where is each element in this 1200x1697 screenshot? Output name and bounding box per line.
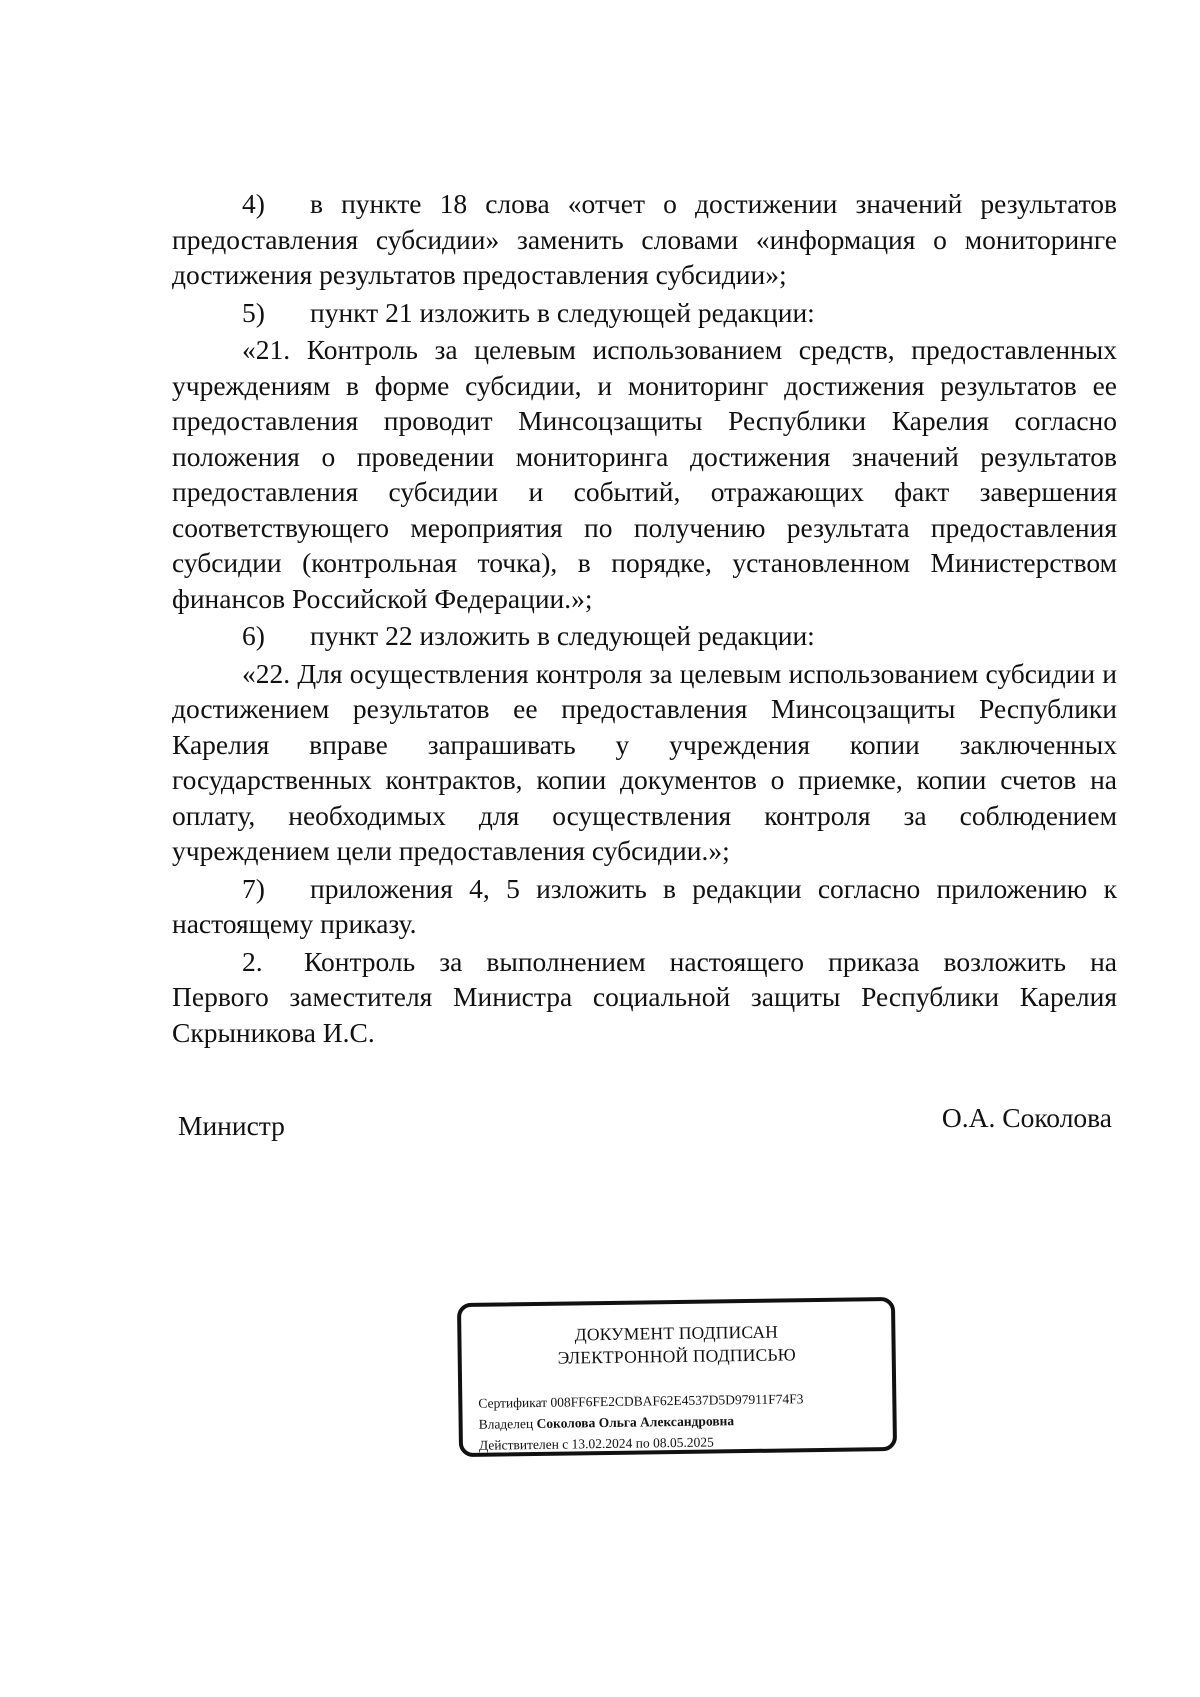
owner-label: Владелец	[478, 1416, 534, 1432]
item-number: 4)	[242, 188, 265, 219]
clause-21-text	[172, 332, 1117, 616]
certificate-value: 008FF6FE2CDBAF62E4537D5D97911F74F3	[550, 1391, 804, 1410]
item-text: «21. Контроль за целевым использованием средств, предоставленных учреждениям в форме субсидии, и мониторинг достижения результатов ее предоставления проводит Минсоцзащиты Республики Карелия согласно положения о проведении мониторинга достижения значений результатов предоставления субсидии и событий, отражающих факт завершения соответствующего мероприятия по получению результата предоставления субсидии (контрольная точка), в порядке, установленном Министерством финансов Российской Федерации.»;	[172, 334, 1117, 614]
item-text: «22. Для осуществления контроля за целевым использованием субсидии и достижением результатов ее предоставления Минсоцзащиты Республики Карелия вправе запрашивать у учреждения копии заключенных государственных контрактов, копии документов о приемке, копии счетов на оплату, необходимых для осуществления контроля за соблюдением учреждением цели предоставления субсидии.»;	[172, 657, 1117, 866]
signatory-position: Министр	[178, 1110, 285, 1141]
list-item-5	[172, 295, 1117, 331]
certificate-label: Сертификат	[478, 1394, 548, 1411]
item-number: 5)	[242, 296, 265, 328]
valid-to-label: по	[635, 1435, 650, 1451]
stamp-title-line-1: ДОКУМЕНТ ПОДПИСАН	[574, 1321, 779, 1345]
owner-value: Соколова Ольга Александровна	[536, 1413, 735, 1431]
item-number: 2.	[242, 945, 263, 977]
list-item-6	[172, 618, 1117, 654]
list-item-7	[172, 871, 1117, 942]
list-item-4	[172, 186, 1117, 293]
stamp-validity-line	[479, 1430, 804, 1456]
stamp-title	[461, 1319, 892, 1371]
item-text: пункт 22 изложить в следующей редакции:	[310, 620, 815, 651]
item-text: пункт 21 изложить в следующей редакции:	[310, 296, 815, 328]
item-number: 7)	[242, 872, 265, 904]
item-text: в пункте 18 слова «отчет о достижении значений результатов предоставления субсидии» заменить словами «информация о мониторинге достижения результатов предоставления субсидии»;	[172, 188, 1117, 290]
valid-label: Действителен с	[478, 1436, 569, 1453]
stamp-details	[478, 1388, 804, 1456]
signatory-name: О.А. Соколова	[941, 1102, 1112, 1133]
item-text: Контроль за выполнением настоящего приказа возложить на Первого заместителя Министра социальной защиты Республики Карелия Скрыникова И.С.	[172, 945, 1117, 1048]
electronic-signature-stamp	[457, 1297, 897, 1457]
item-text: приложения 4, 5 изложить в редакции согласно приложению к настоящему приказу.	[172, 872, 1117, 939]
valid-to: 08.05.2025	[652, 1434, 714, 1451]
signature-block	[178, 1102, 1112, 1142]
valid-from: 13.02.2024	[571, 1435, 633, 1452]
stamp-title-line-2: ЭЛЕКТРОННОЙ ПОДПИСЬЮ	[557, 1344, 796, 1368]
document-body	[172, 186, 1117, 1052]
item-number: 6)	[242, 620, 265, 651]
clause-22-text	[172, 656, 1117, 869]
list-item-point-2	[172, 944, 1117, 1051]
